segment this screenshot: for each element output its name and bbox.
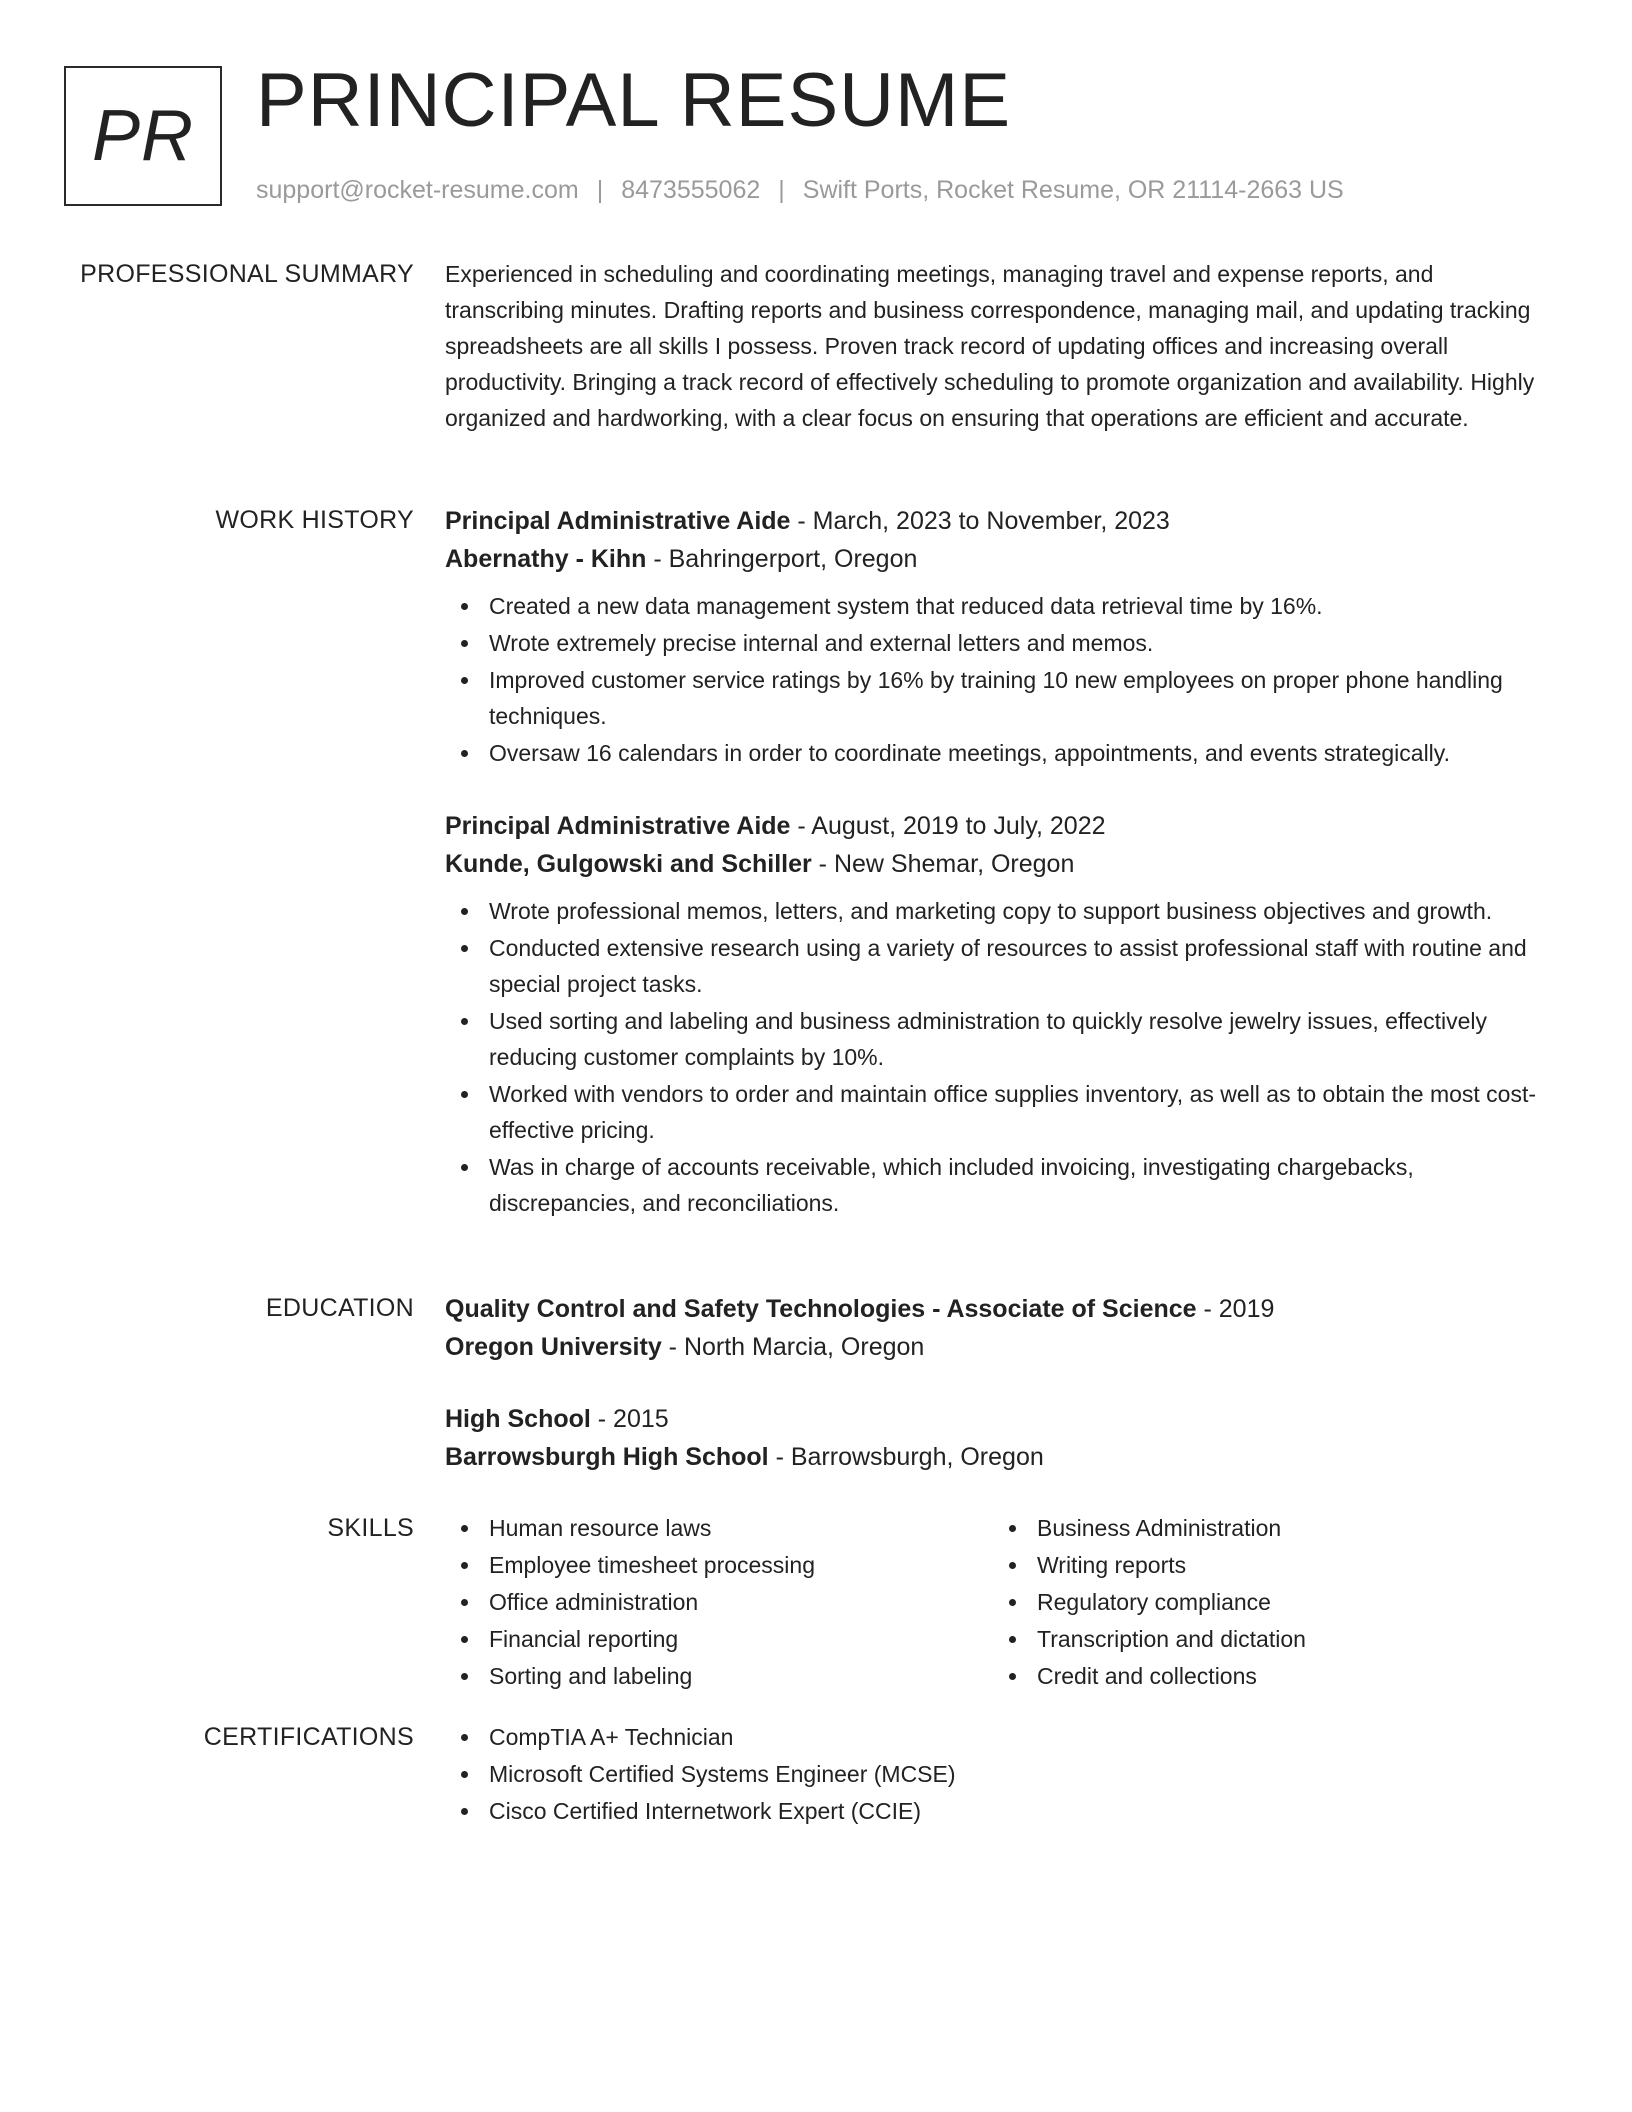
- monogram-box: [64, 66, 222, 206]
- education-year: - 2015: [590, 1405, 669, 1433]
- monogram-initials: PR: [91, 96, 195, 176]
- skill-item: Transcription and dictation: [993, 1621, 1541, 1657]
- skills-list: [993, 1510, 1541, 1694]
- skill-item: Regulatory compliance: [993, 1584, 1541, 1620]
- certifications-body: [445, 1719, 1555, 1830]
- skills-column-right: [993, 1510, 1541, 1695]
- education-entry: [445, 1290, 1555, 1366]
- summary-heading: PROFESSIONAL SUMMARY: [80, 260, 414, 288]
- skills-body: [445, 1510, 1555, 1695]
- skill-item: Financial reporting: [445, 1621, 993, 1657]
- job-bullet: Wrote professional memos, letters, and marketing copy to support business objectives and growth.: [445, 893, 1555, 929]
- job-bullet: Created a new data management system that reduced data retrieval time by 16%.: [445, 588, 1555, 624]
- job-bullet: Oversaw 16 calendars in order to coordinate meetings, appointments, and events strategically.: [445, 735, 1555, 771]
- education-body: [445, 1290, 1555, 1510]
- job-entry: [445, 807, 1555, 1221]
- contact-line: [256, 174, 1344, 206]
- education-degree: Quality Control and Safety Technologies - Associate of Science: [445, 1295, 1197, 1323]
- job-bullet: Used sorting and labeling and business administration to quickly resolve jewelry issues, effectively reducing customer complaints by 10%.: [445, 1003, 1555, 1075]
- skill-item: Sorting and labeling: [445, 1658, 993, 1694]
- job-title-line: [445, 502, 1555, 540]
- job-title-line: [445, 807, 1555, 845]
- skill-item: Human resource laws: [445, 1510, 993, 1546]
- education-degree-line: [445, 1400, 1555, 1438]
- education-school-line: [445, 1328, 1555, 1366]
- summary-text: Experienced in scheduling and coordinating meetings, managing travel and expense reports, and transcribing minutes. Drafting reports and business correspondence, managing mail, and updating tracking spreadsheets are all skills I possess. Proven track record of updating offices and increasing overall productivity. Bringing a track record of effectively scheduling to promote organization and availability. Highly organized and hardworking, with a clear focus on ensuring that operations are efficient and accurate.: [445, 261, 1535, 431]
- skill-item: Business Administration: [993, 1510, 1541, 1546]
- job-bullet: Worked with vendors to order and maintain office supplies inventory, as well as to obtain the most cost-effective pricing.: [445, 1076, 1555, 1148]
- skill-item: Credit and collections: [993, 1658, 1541, 1694]
- contact-separator: |: [778, 176, 785, 204]
- skill-item: Office administration: [445, 1584, 993, 1620]
- education-heading: EDUCATION: [265, 1294, 414, 1322]
- contact-address: Swift Ports, Rocket Resume, OR 21114-2663 US: [802, 176, 1344, 204]
- education-degree-line: [445, 1290, 1555, 1328]
- education-entry: [445, 1400, 1555, 1476]
- certification-item: Cisco Certified Internetwork Expert (CCIE): [445, 1793, 1555, 1829]
- education-location: - North Marcia, Oregon: [661, 1333, 925, 1361]
- job-company-line: [445, 540, 1555, 578]
- education-degree: High School: [445, 1405, 591, 1433]
- job-bullet: Conducted extensive research using a variety of resources to assist professional staff with routine and special project tasks.: [445, 930, 1555, 1002]
- education-school: Oregon University: [445, 1333, 662, 1361]
- skills-column-left: [445, 1510, 993, 1695]
- work-history-heading: WORK HISTORY: [215, 506, 414, 534]
- contact-email: support@rocket-resume.com: [256, 176, 579, 204]
- contact-separator: |: [596, 176, 604, 204]
- job-entry: [445, 502, 1555, 771]
- job-bullet: Wrote extremely precise internal and external letters and memos.: [445, 625, 1555, 661]
- certifications-heading: CERTIFICATIONS: [203, 1723, 414, 1751]
- resume-name: PRINCIPAL RESUME: [256, 58, 1012, 143]
- job-bullet: Improved customer service ratings by 16% by training 10 new employees on proper phone handling techniques.: [445, 662, 1555, 734]
- job-bullet: Was in charge of accounts receivable, which included invoicing, investigating chargebacks, discrepancies, and reconciliations.: [445, 1149, 1555, 1221]
- skill-item: Employee timesheet processing: [445, 1547, 993, 1583]
- education-school: Barrowsburgh High School: [445, 1443, 769, 1471]
- education-school-line: [445, 1438, 1555, 1476]
- job-dates: - August, 2019 to July, 2022: [790, 812, 1106, 840]
- work-history-body: [445, 502, 1555, 1257]
- skills-grid: [445, 1510, 1555, 1695]
- job-company-line: [445, 845, 1555, 883]
- job-bullets: [445, 588, 1555, 771]
- certifications-list: [445, 1719, 1555, 1829]
- skills-heading: SKILLS: [327, 1514, 414, 1542]
- job-company: Kunde, Gulgowski and Schiller: [445, 850, 812, 878]
- job-location: - New Shemar, Oregon: [811, 850, 1075, 878]
- job-location: - Bahringerport, Oregon: [646, 545, 918, 573]
- job-bullets: [445, 893, 1555, 1221]
- certification-item: Microsoft Certified Systems Engineer (MCSE): [445, 1756, 1555, 1792]
- skills-list: [445, 1510, 993, 1694]
- job-title: Principal Administrative Aide: [445, 812, 791, 840]
- job-title: Principal Administrative Aide: [445, 507, 791, 535]
- job-dates: - March, 2023 to November, 2023: [790, 507, 1170, 535]
- education-year: - 2019: [1196, 1295, 1275, 1323]
- certification-item: CompTIA A+ Technician: [445, 1719, 1555, 1755]
- contact-phone: 8473555062: [621, 176, 761, 204]
- skill-item: Writing reports: [993, 1547, 1541, 1583]
- job-company: Abernathy - Kihn: [445, 545, 647, 573]
- education-location: - Barrowsburgh, Oregon: [768, 1443, 1044, 1471]
